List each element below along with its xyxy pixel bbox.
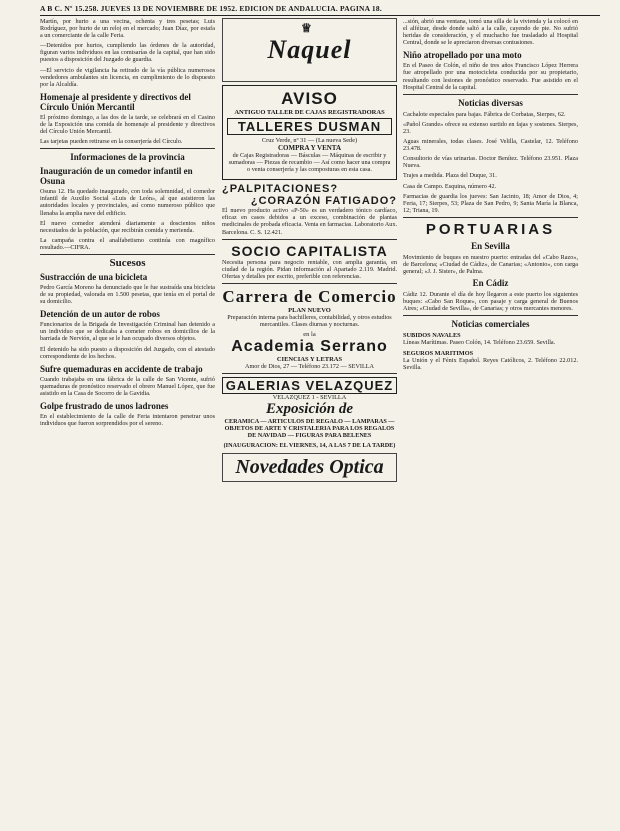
page-header: A B C. Nº 15.258. JUEVES 13 DE NOVIEMBRE DE 1952. EDICION DE ANDALUCIA. PAGINA 18.: [40, 4, 600, 16]
paragraph: En el Paseo de Colón, el niño de tres años Francisco López Herrera fue atropellado por una motocicleta conducida por su propietario, resultando con lesiones de pronóstico reservado. Fue asistido en el Hospital Central de la capital.: [403, 62, 578, 91]
corazon-headline: ¿CORAZÓN FATIGADO?: [250, 195, 397, 208]
column-3: [403, 18, 578, 374]
paragraph: ...sión, abrió una ventana, tomó una silla de la vivienda y la colocó en el alféizar, desde donde saltó a la calle, cayendo de pie. No sufrió heridas de consideración, y el muchacho fue trasladado al Hospital Central, donde se le apreciaron diversas contusiones.: [403, 18, 578, 47]
aviso-text: de Cajas Registradoras — Básculas — Máquinas de escribir y sumadoras — Piezas de recambio — Así como hacer una compra o venta conserjería y las composturas en esta casa.: [228, 152, 391, 174]
paragraph: El próximo domingo, a las dos de la tarde, se celebrará en el Casino de la Exposición una comida de homenaje al presidente y directivos del Círculo Unión Mercantil.: [40, 113, 215, 136]
paragraph: Cádiz 12. Durante el día de hoy llegaron a este puerto los siguientes buques: «Cabo San Roque», con pasaje y carga general de Buenos Aires; «Ciudad de Sevilla», de Canarias; y otros mercantes menores.: [403, 291, 578, 313]
en-label: en la: [303, 331, 316, 339]
crown-icon: ♕: [301, 21, 313, 35]
paragraph: Farmacias de guardia los jueves: San Jacinto, 18; Amor de Dios, 4; Feria, 17; Sierpes, 53; Plaza de San Pedro, 9; Santa María la Blanca, 12; Triana, 19.: [403, 192, 578, 214]
paragraph: —Detenidos por hurtos, cumpliendo las órdenes de la autoridad, figuran varios individuos en las comisarías de la capital, que han sido puestos a disposición del Juzgado de guardia.: [40, 42, 215, 64]
paragraph: Las tarjetas pueden retirarse en la conserjería del Círculo.: [40, 138, 183, 146]
academia-title: Academia Serrano: [231, 338, 388, 356]
section-provincia: Informaciones de la provincia: [70, 152, 185, 163]
paragraph: Osuna 12. Ha quedado inaugurado, con toda solemnidad, el comedor infantil de Auxilio Social «Luis de León», al que asistieron las autoridades locales y provinciales, así como numeroso público que llenaba la amplia nave del edificio.: [40, 188, 215, 217]
headline-robos: Detención de un autor de robos: [40, 309, 160, 320]
med-text: El nuevo producto activo «P-50» es un verdadero tónico cardíaco, eficaz en casos debidos a un exceso, combinación de plantas medicinales de probada eficacia. Venta en farmacias. Laboratorio Aux. Barcelona. C. S. 12.421.: [222, 207, 397, 236]
paragraph: En el establecimiento de la calle de Feria intentaron penetrar unos individuos que fueron sorprendidos por el sereno.: [40, 413, 215, 428]
carrera-title: Carrera de Comercio: [222, 286, 397, 306]
galerias-address: VELAZQUEZ 1 - SEVILLA: [272, 394, 347, 402]
aviso-line: COMPRA Y VENTA: [278, 144, 341, 152]
paragraph: Trajes a medida. Plaza del Duque, 31.: [403, 172, 497, 180]
label-subidos: SUBIDOS NAVALES: [403, 332, 461, 340]
paragraph: La Unión y el Fénix Español. Reyes Católicos, 2. Teléfono 22.012. Sevilla.: [403, 356, 578, 371]
aviso-title: AVISO: [281, 89, 338, 108]
paragraph: Consultorio de vías urinarias. Doctor Benítez. Teléfono 23.951. Plaza Nueva.: [403, 155, 578, 170]
socio-title: SOCIO CAPITALISTA: [231, 242, 388, 259]
divider: [40, 254, 215, 255]
palpitaciones-headline: ¿PALPITACIONES?: [222, 183, 339, 196]
aviso-address: Cruz Verde, nº 31 — (La nueva Sede): [261, 137, 358, 144]
headline-nino: Niño atropellado por una moto: [403, 50, 522, 61]
divider: [40, 148, 215, 149]
divider: [403, 94, 578, 95]
naquel-ad: [222, 18, 397, 82]
paragraph: Movimiento de buques en nuestro puerto: entradas del «Cabo Razo», de Barcelona; «Ciudad de Cádiz», de Canarias; «Antonio», con carga general; «J. J. Sister», de Palma.: [403, 253, 578, 276]
headline-homenaje: Homenaje al presidente y directivos del Círculo Unión Mercantil: [40, 91, 191, 112]
expo-text: CERAMICA — ARTICULOS DE REGALO — LAMPARAS — OBJETOS DE ARTE Y CRISTALERIA PARA LOS REGALOS DE NAVIDAD — FIGURAS PARA BELENES: [224, 418, 395, 440]
paragraph: —El servicio de vigilancia ha retirado de la vía pública numerosos vendedores ambulantes sin licencia, en cumplimiento de lo dispuesto por la Alcaldía.: [40, 66, 215, 88]
paragraph: Líneas Marítimas. Paseo Colón, 14. Teléfono 23.659. Sevilla.: [403, 339, 556, 347]
paragraph: La campaña contra el analfabetismo continúa con magnífico resultado.—CIFRA.: [40, 236, 215, 251]
academia-address: Amor de Dios, 27 — Teléfono 23.172 — SEVILLA: [244, 363, 375, 371]
paragraph: Cachalote especiales para bajas. Fábrica de Corbatas, Sierpes, 62.: [403, 110, 566, 118]
divider: [403, 315, 578, 316]
subsection-sevilla: En Sevilla: [471, 240, 510, 251]
section-noticias: Noticias diversas: [458, 97, 523, 108]
ciencias-label: CIENCIAS Y LETRAS: [276, 356, 343, 364]
headline-osuna: Inauguración de un comedor infantil en Osuna: [40, 166, 193, 187]
label-seguros: SEGUROS MARITIMOS: [403, 349, 474, 357]
carrera-text: Preparación interna para bachilleres, contabilidad, y otros estudios mercantiles. Clases diurnas y nocturnas.: [227, 313, 392, 329]
socio-text: Necesita persona para negocio rentable, con amplia garantía, en ciudad de la región. Pidan información al Apartado 2.119. Madrid. Ofertas y detalles por escrito, preferible con referencias.: [222, 258, 397, 280]
paragraph: Pedro García Moreno ha denunciado que le fue sustraída una bicicleta de su propiedad, valorada en 1.500 pesetas, que tenía en el portal de su domicilio.: [40, 283, 215, 306]
aviso-subtitle: ANTIGUO TALLER DE CAJAS REGISTRADORAS: [234, 109, 385, 116]
plan-label: PLAN NUEVO: [288, 306, 331, 314]
paragraph: Funcionarios de la Brigada de Investigación Criminal han detenido a un individuo que se dedicaba a cometer robos en domicilios de la barriada de Nervión, al que se le han ocupado diversos objetos.: [40, 321, 215, 343]
aviso-name: TALLERES DUSMAN: [227, 118, 392, 135]
paragraph: El detenido ha sido puesto a disposición del Juzgado, con el atestado correspondiente de los hechos.: [40, 345, 215, 360]
aviso-ad: [222, 85, 397, 180]
paragraph: El nuevo comedor atenderá diariamente a doscientos niños necesitados de la población, que recibirán comida y merienda.: [40, 219, 215, 234]
headline-bicicleta: Sustracción de una bicicleta: [40, 271, 148, 282]
paragraph: Casa de Campo. Esquina, número 42.: [403, 182, 497, 190]
paragraph: Martín, por hurto a una vecina, ochenta y tres pesetas; Luis Rodríguez, por hurto de un reloj en el mercado; Juan Díaz, por estafa a un comerciante de la calle Feria.: [40, 18, 215, 40]
section-portuarias: PORTUARIAS: [425, 220, 556, 238]
galerias-title: GALERIAS VELAZQUEZ: [222, 377, 397, 394]
section-comerciales: Noticias comerciales: [451, 319, 530, 330]
paragraph: Aguas minerales, todas clases. José Velilla, Castelar, 12. Teléfono 23.478.: [403, 138, 578, 153]
paragraph: «Pañol Grande» ofrece su extenso surtido en fajas y sostenes. Sierpes, 23.: [403, 120, 578, 135]
paragraph: Cuando trabajaba en una fábrica de la calle de San Vicente, sufrió quemaduras de pronóstico reservado el obrero Manuel López, que fue asistido en la Casa de Socorro de la Gavidia.: [40, 375, 215, 397]
headline-quemaduras: Sufre quemaduras en accidente de trabajo: [40, 363, 203, 374]
divider: [222, 239, 397, 240]
optica-logo: Novedades Optica: [222, 453, 397, 482]
expo-foot: (INAUGURACION: EL VIERNES, 14, A LAS 7 DE LA TARDE): [223, 442, 396, 450]
divider: [222, 373, 397, 374]
section-sucesos: Sucesos: [109, 256, 146, 269]
headline-golpe: Golpe frustrado de unos ladrones: [40, 401, 169, 411]
naquel-logo: Naquel: [267, 35, 352, 64]
column-1: [40, 18, 215, 430]
expo-title: Exposición de: [265, 401, 354, 418]
divider: [403, 217, 578, 218]
divider: [222, 283, 397, 284]
column-2: [222, 18, 397, 482]
subsection-cadiz: En Cádiz: [472, 278, 509, 289]
